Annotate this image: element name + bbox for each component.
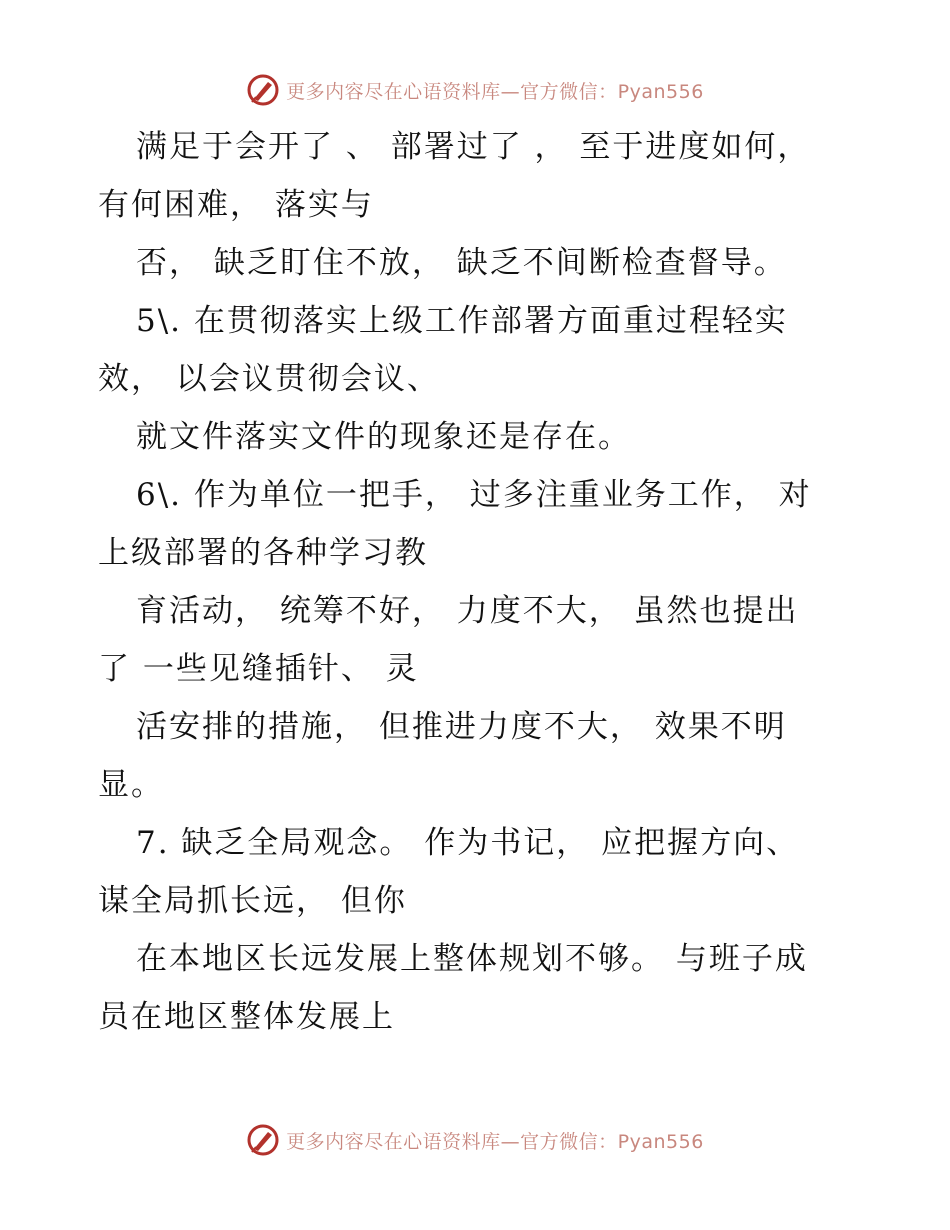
text-line: 显。 [98, 767, 164, 803]
text-line: 有何困难， 落实与 [98, 187, 374, 223]
text-line: 6\. 作为单位一把手， 过多注重业务工作， 对 [136, 477, 812, 513]
text-line: 活安排的措施， 但推进力度不大， 效果不明 [136, 709, 787, 745]
text-line: 5\. 在贯彻落实上级工作部署方面重过程轻实 [136, 303, 788, 339]
header-text: 更多内容尽在心语资料库—官方微信：Pyan556 [286, 80, 704, 103]
text-line: 育活动， 统筹不好， 力度不大， 虽然也提出 [136, 593, 799, 629]
text-line: 就文件落实文件的现象还是存在。 [136, 419, 631, 455]
text-line: 7. 缺乏全局观念。 作为书记， 应把握方向、 [136, 825, 800, 861]
document-body [98, 118, 858, 1046]
quill-logo-icon [246, 73, 280, 107]
text-line: 在本地区长远发展上整体规划不够。 与班子成 [136, 941, 808, 977]
text-line: 上级部署的各种学习教 [98, 535, 428, 571]
header-banner [0, 70, 950, 110]
text-line: 满足于会开了 、 部署过了 ， 至于进度如何， [136, 129, 811, 165]
text-line: 效， 以会议贯彻会议、 [98, 361, 440, 397]
footer-banner [0, 1120, 950, 1160]
text-line: 员在地区整体发展上 [98, 999, 395, 1035]
text-line: 否， 缺乏盯住不放， 缺乏不间断检查督导。 [136, 245, 787, 281]
footer-text: 更多内容尽在心语资料库—官方微信：Pyan556 [286, 1130, 704, 1153]
text-line: 了 一些见缝插针、 灵 [98, 651, 419, 687]
quill-logo-icon [246, 1123, 280, 1157]
text-line: 谋全局抓长远， 但你 [98, 883, 407, 919]
